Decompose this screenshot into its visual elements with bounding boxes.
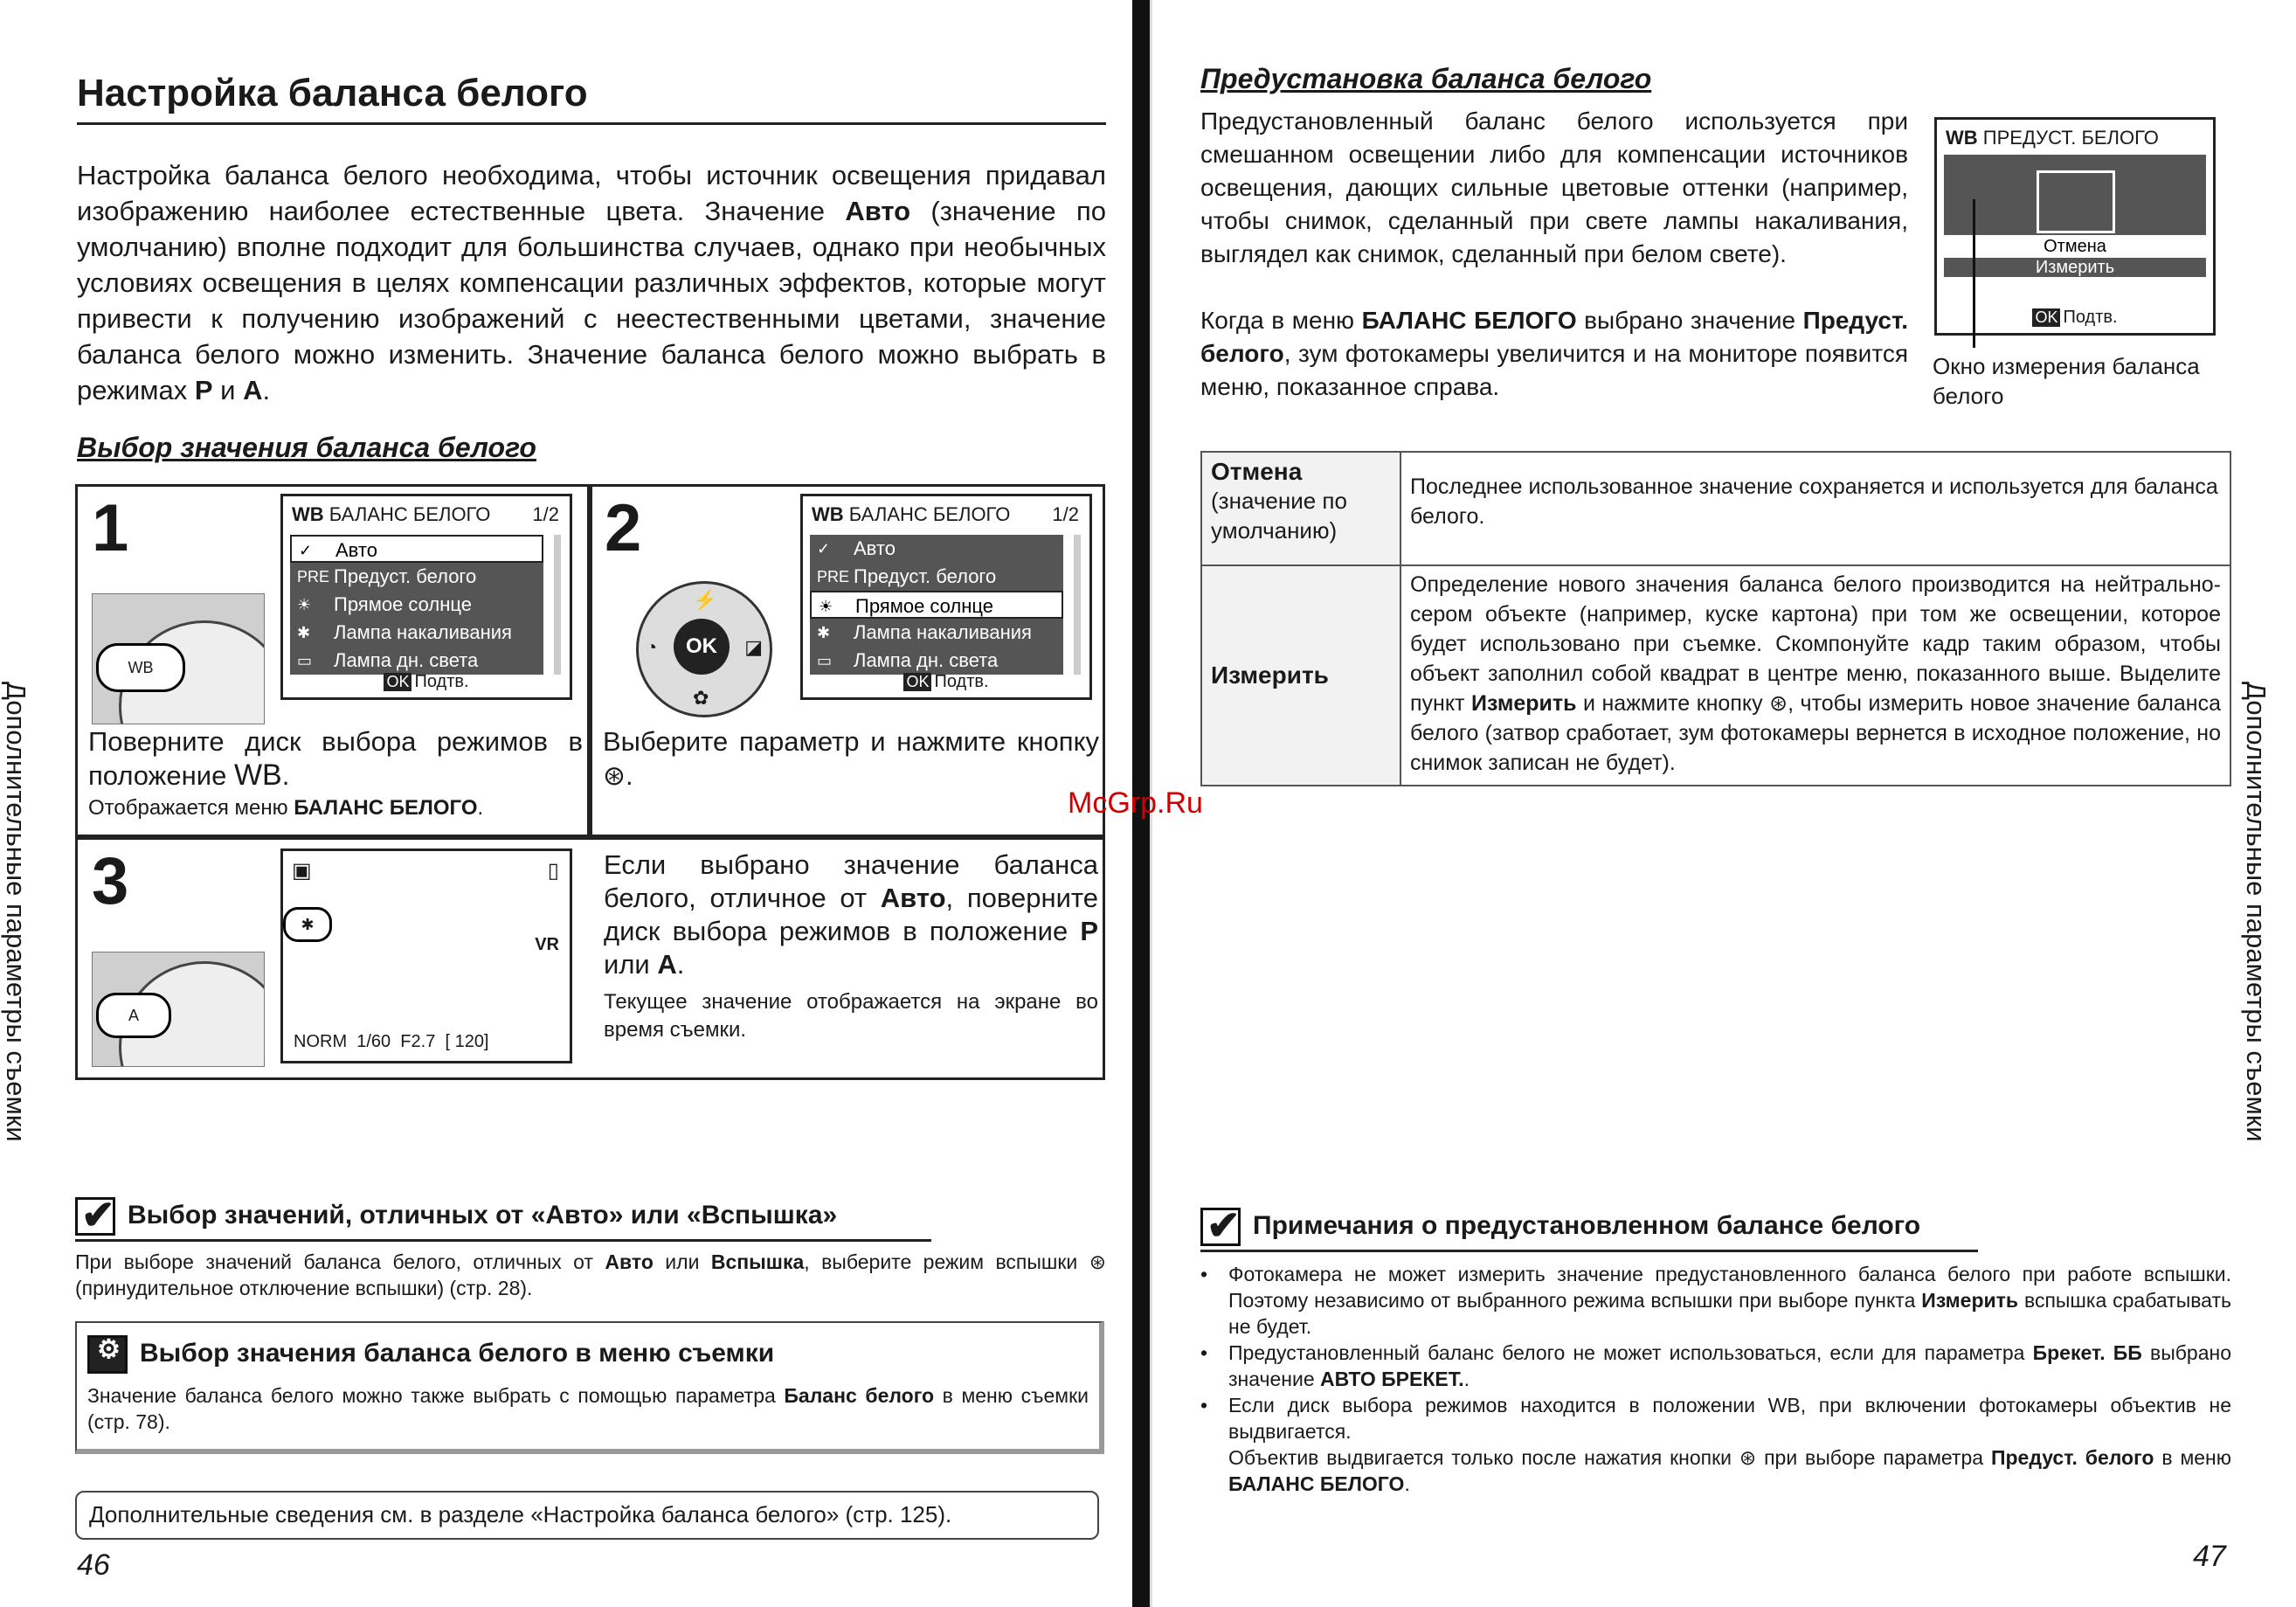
term-cancel: Отмена (значение по умолчанию)	[1201, 452, 1400, 565]
preset-option-measure[interactable]: Измерить	[2035, 258, 2115, 277]
step-1-sub: Отображается меню БАЛАНС БЕЛОГО.	[88, 796, 484, 820]
bullet-2: • Предустановленный баланс белого не может использоваться, если для параметра Брекет. ББ выбрано значение АВТО БРЕКЕТ..	[1200, 1341, 2232, 1390]
wb-icon: WB	[292, 503, 324, 525]
macro-icon: ✿	[693, 687, 709, 709]
dial-a-marker: A	[96, 993, 171, 1038]
menu-item-incandescent[interactable]: ✱ Лампа накаливания	[810, 619, 1063, 647]
menu-item-preset[interactable]: PRE Предуст. белого	[290, 563, 543, 591]
bulb-icon: ✱	[817, 624, 831, 641]
step-1-number: 1	[92, 491, 129, 565]
table-row-cancel	[1201, 452, 2230, 565]
menu-item-incandescent[interactable]: ✱ Лампа накаливания	[290, 619, 543, 647]
step-2-menu-screen	[800, 494, 1092, 700]
wb-indicator-icon: ✱	[283, 907, 332, 942]
status-bar: NORM 1/60 F2.7 [ 120]	[294, 1032, 489, 1051]
intro-mode-p: P	[194, 375, 213, 405]
menu-item-preset[interactable]: PRE Предуст. белого	[810, 563, 1063, 591]
intro-text-a: Настройка баланса белого необходима, чтобы источник освещения придавал изображению наиболее естественные цвета. Значение	[77, 160, 1106, 226]
step-2-number: 2	[605, 491, 642, 565]
checkmark-icon: ✔	[1200, 1208, 1241, 1246]
page-number-left: 46	[77, 1548, 110, 1582]
watermark: McGrp.Ru	[1068, 786, 1203, 820]
preset-icon: PRE	[817, 568, 850, 585]
section-title-preset: Предустановка баланса белого	[1200, 63, 1652, 94]
checkmark-icon: ✔	[75, 1197, 115, 1236]
menu-page: 1/2	[1052, 503, 1079, 525]
flash-icon: ⚡	[693, 589, 717, 611]
preset-notes-rule	[1200, 1250, 1978, 1252]
note-1-text: При выборе значений баланса белого, отличных от Авто или Вспышка, выберите режим вспышки ⊛ (принудительное отключение вспышки) (стр. 28).	[75, 1250, 1106, 1299]
intro-mode-a: A	[243, 375, 263, 405]
menu-list	[290, 535, 543, 675]
step-3-text: Если выбрано значение баланса белого, отличное от Авто, поверните диск выбора режимов в положение P или A.	[604, 849, 1098, 980]
side-label-right: Дополнительные параметры съемки	[2241, 682, 2272, 1142]
menu-item-auto[interactable]: ✓ Авто	[810, 535, 1063, 563]
self-timer-icon: ◔	[646, 636, 658, 658]
note-2-text: Значение баланса белого можно также выбрать с помощью параметра Баланс белого в меню съемки (стр. 78).	[87, 1384, 1089, 1433]
check-icon: ✓	[817, 540, 831, 558]
mode-dial-photo	[92, 593, 265, 724]
wb-icon: WB	[1946, 127, 1978, 149]
step-1-menu-screen	[280, 494, 572, 700]
preset-icon: PRE	[297, 568, 330, 585]
step-3-panel	[75, 837, 1105, 1080]
term-measure: Измерить	[1201, 565, 1400, 786]
side-label-left: Дополнительные параметры съемки	[1, 682, 31, 1142]
note-1-rule	[75, 1239, 931, 1242]
confirm-line: OK Подтв.	[283, 672, 570, 692]
intro-auto: Авто	[845, 196, 911, 226]
page-number-right: 47	[2193, 1540, 2226, 1573]
note-2	[75, 1321, 1104, 1454]
wb-icon: WB	[812, 503, 844, 525]
step-1-panel	[75, 484, 590, 837]
preset-options-table	[1200, 451, 2231, 786]
vr-icon: VR	[535, 935, 559, 954]
memory-icon: ▯	[547, 859, 559, 883]
ok-button[interactable]: OK	[674, 619, 730, 675]
fluorescent-icon: ▭	[817, 652, 833, 669]
preset-screen	[1934, 117, 2216, 336]
reference-box: Дополнительные сведения см. в разделе «Настройка баланса белого» (стр. 125).	[75, 1491, 1099, 1540]
step-2-text: Выберите параметр и нажмите кнопку ⊛.	[603, 726, 1099, 791]
fluorescent-icon: ▭	[297, 652, 313, 669]
menu-item-auto[interactable]: ✓ Авто	[290, 535, 543, 563]
sun-icon: ☀	[819, 598, 833, 615]
bullet-3: • Если диск выбора режимов находится в положении WB, при включении фотокамеры объектив не выдвигается. Объектив выдвигается только после нажатия кнопки ⊛ при выборе параметра Предуст. белого в меню БАЛАНС БЕЛОГО.	[1200, 1394, 2232, 1495]
menu-scrollbar[interactable]	[554, 535, 561, 675]
note-2-head: ⚙ Выбор значения баланса белого в меню съемки	[87, 1335, 1089, 1374]
note-1-head: ✔ Выбор значений, отличных от «Авто» или «Вспышка»	[75, 1197, 1106, 1236]
note-1	[75, 1192, 1106, 1301]
multi-selector[interactable]	[636, 581, 772, 717]
preset-confirm-line: OK Подтв.	[1937, 308, 2213, 328]
bulb-icon: ✱	[297, 624, 311, 641]
measure-square	[2037, 170, 2115, 233]
intro-end: .	[262, 375, 271, 405]
menu-item-fluorescent[interactable]: ▭ Лампа дн. света	[290, 647, 543, 675]
menu-item-daylight[interactable]: ☀ Прямое солнце	[290, 591, 543, 619]
preset-paragraph-1: Предустановленный баланс белого используется при смешанном освещении либо для компенсации источников освещения, дающих сильные цветовые оттенки (например, чтобы снимок, сделанный при свете лампы накаливания, выглядел как снимок, сделанный при белом свете).	[1200, 107, 1908, 267]
ok-icon: OK	[384, 673, 411, 691]
menu-header: WB БАЛАНС БЕЛОГО	[292, 503, 491, 525]
preset-viewfinder	[1944, 155, 2206, 277]
preset-screen-caption: Окно измерения баланса белого	[1933, 353, 2200, 409]
preset-screen-header: WB ПРЕДУСТ. БЕЛОГО	[1946, 127, 2159, 149]
menu-scrollbar[interactable]	[1074, 535, 1081, 675]
dial-wb-marker: WB	[96, 643, 185, 692]
table-row-measure	[1201, 565, 2230, 786]
desc-cancel: Последнее использованное значение сохраняется и используется для баланса белого.	[1400, 452, 2230, 565]
step-1-text: Поверните диск выбора режимов в положение WB.	[88, 726, 583, 792]
camera-tip-icon: ⚙	[87, 1335, 128, 1374]
page-title: Настройка баланса белого	[77, 72, 588, 114]
menu-header: WB БАЛАНС БЕЛОГО	[812, 503, 1011, 525]
mode-dial-photo-3	[92, 952, 265, 1067]
desc-measure: Определение нового значения баланса белого производится на нейтрально-сером объекте (например, куске картона) при том же освещении, которое будет использовано при съемке. Скомпонуйте кадр таким образом, чтобы объект заполнил собой квадрат в центре меню, показанного выше. Выделите пункт Измерить и нажмите кнопку ⊛, чтобы измерить новое значение баланса белого (затвор сработает, зум фотокамеры вернется в исходное положение, но снимок записан не будет).	[1400, 565, 2230, 786]
step-3-sub: Текущее значение отображается на экране во время съемки.	[604, 990, 1098, 1042]
ok-icon: OK	[903, 673, 931, 691]
ok-icon: OK	[2032, 308, 2060, 327]
ok-symbol: ⊛	[603, 760, 626, 791]
menu-item-fluorescent[interactable]: ▭ Лампа дн. света	[810, 647, 1063, 675]
exposure-icon: ◪	[744, 636, 763, 658]
preset-notes-head: ✔ Примечания о предустановленном балансе белого	[1200, 1208, 2231, 1246]
bullet-1: • Фотокамера не может измерить значение предустановленного баланса белого при работе вспышки. Поэтому независимо от выбранного режима вспышки при выборе пункта Измерить вспышка срабатывать не будет.	[1200, 1263, 2231, 1338]
confirm-line: OK Подтв.	[803, 672, 1089, 692]
intro-paragraph	[77, 157, 1106, 408]
step-3-shooting-screen	[280, 849, 572, 1063]
preset-option-cancel[interactable]: Отмена	[1944, 235, 2206, 258]
menu-list	[810, 535, 1063, 675]
menu-page: 1/2	[532, 503, 559, 525]
intro-text-c: (значение по умолчанию) вполне подходит для большинства случаев, однако при необычных условиях освещения в целях компенсации различных эффектов, которые могут привести к получению изображений с неестественными цветами, значение баланса белого можно изменить. Значение баланса белого можно выбрать в режимах	[77, 196, 1106, 405]
step-2-panel	[590, 484, 1105, 837]
step-3-number: 3	[92, 844, 129, 918]
sun-icon: ☀	[297, 596, 312, 613]
check-icon: ✓	[299, 542, 313, 559]
wb-mode: WB	[233, 758, 282, 792]
shooting-mode-icon: ▣	[292, 859, 312, 883]
preset-notes	[1200, 1202, 2232, 1497]
section-title-select: Выбор значения баланса белого	[77, 432, 536, 463]
menu-item-daylight[interactable]: ☀ Прямое солнце	[810, 591, 1063, 619]
intro-and: и	[212, 375, 244, 405]
title-rule	[77, 122, 1106, 125]
preset-paragraph-2: Когда в меню БАЛАНС БЕЛОГО выбрано значение Предуст. белого, зум фотокамеры увеличится и на мониторе появится меню, показанное справа.	[1200, 307, 1908, 400]
callout-line	[1973, 199, 1975, 348]
